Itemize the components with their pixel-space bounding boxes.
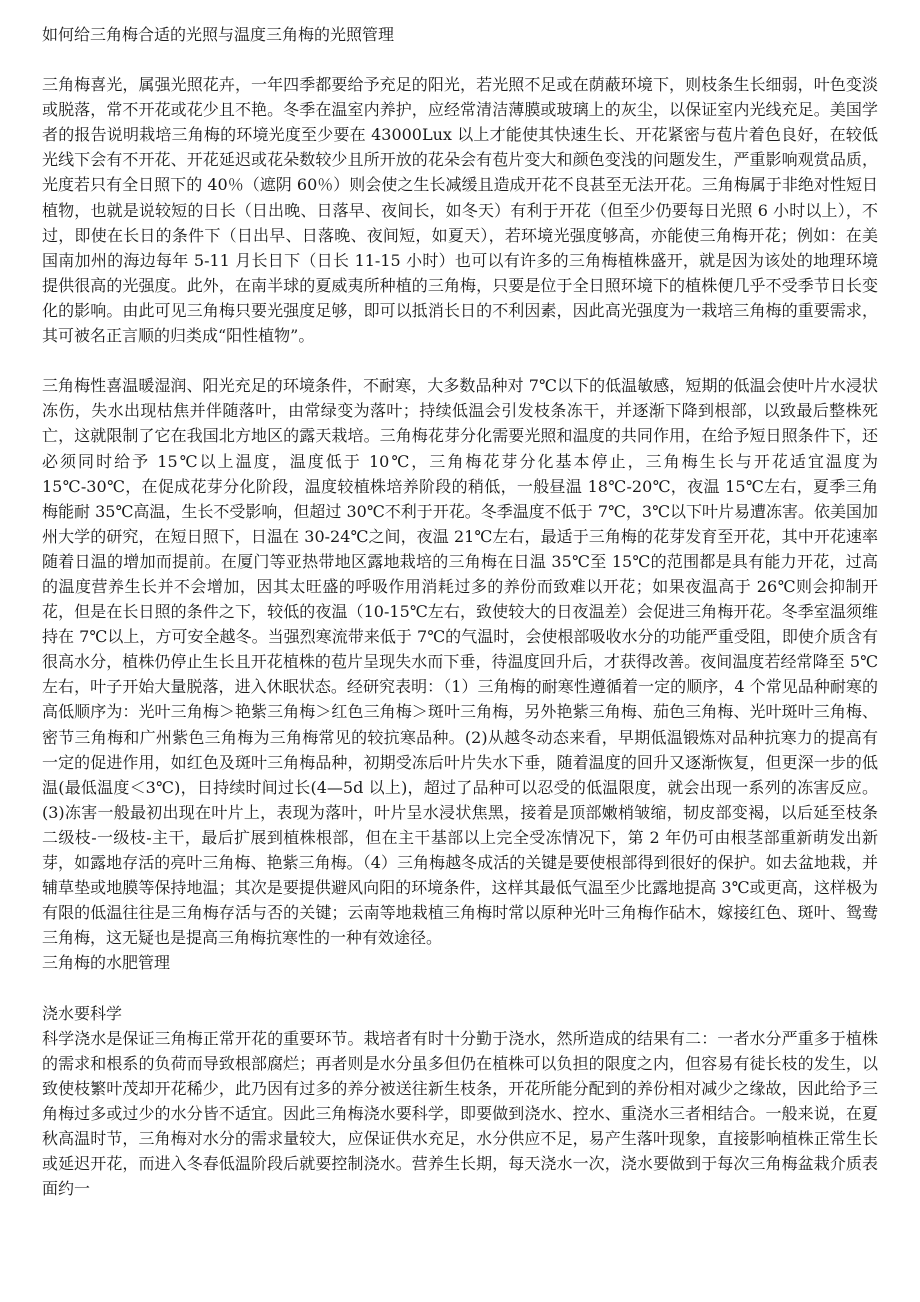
document-title: 如何给三角梅合适的光照与温度三角梅的光照管理 [42, 25, 395, 44]
section-heading-water-fertilizer: 三角梅的水肥管理 [42, 953, 171, 973]
paragraph-spacer [42, 975, 878, 1000]
paragraph-temperature: 三角梅性喜温暖湿润、阳光充足的环境条件，不耐寒，大多数品种对 7℃以下的低温敏感，短期的低温会使叶片水浸状冻伤，失水出现枯焦并伴随落叶，由常绿变为落叶；持续低温会引发枝条冻干，并逐渐下降到根部，以致最后整株死亡，这就限制了它在我国北方地区的露天栽培。三角梅花芽分化需要光照和温度的共同作用，在给予短日照条件下，还必须同时给予 15℃以上温度，温度低于 10℃，三角梅花芽分化基本停止，三角梅生长与开花适宜温度为 15℃-30℃，在促成花芽分化阶段，温度较植株培养阶段的稍低，一般昼温 18℃-20℃，夜温 15℃左右，夏季三角梅能耐 35℃高温，生长不受影响，但超过 30℃不利于开花。冬季温度不低于 7℃，3℃以下叶片易遭冻害。依美国加州大学的研究，在短日照下，日温在 30-24℃之间，夜温 21℃左右，最适于三角梅的花芽发育至开花，其中开花速率随着日温的增加而提前。在厦门等亚热带地区露地栽培的三角梅在日温 35℃至 15℃的范围都是具有能力开花，过高的温度营养生长并不会增加，因其太旺盛的呼吸作用消耗过多的养份而致难以开花；如果夜温高于 26℃则会抑制开花，但是在长日照的条件之下，较低的夜温（10-15℃左右，致使较大的日夜温差）会促进三角梅开花。冬季室温须维持在 7℃以上，方可安全越冬。当强烈寒流带来低于 7℃的气温时，会使根部吸收水分的功能严重受阻，即使介质含有很高水分，植株仍停止生长且开花植株的苞片呈现失水而下垂，待温度回升后，才获得改善。夜间温度若经常降至 5℃左右，叶子开始大量脱落，进入休眠状态。经研究表明：（1）三角梅的耐寒性遵循着一定的顺序，4 个常见品种耐寒的高低顺序为：光叶三角梅＞艳紫三角梅＞红色三角梅＞斑叶三角梅，另外艳紫三角梅、茄色三角梅、光叶斑叶三角梅、密节三角梅和广州紫色三角梅为三角梅常见的较抗寒品种。(2)从越冬动态来看，早期低温锻炼对品种抗寒力的提高有一定的促进作用，如红色及斑叶三角梅品种，初期受冻后叶片失水下垂，随着温度的回升又逐渐恢复，但更深一步的低温(最低温度＜3℃)，日持续时间过长(4—5d 以上)，超过了品种可以忍受的低温限度，就会出现一系列的冻害反应。(3)冻害一般最初出现在叶片上，表现为落叶，叶片呈水浸状焦黑，接着是顶部嫩梢皱缩，韧皮部变褐，以后延至枝条二级枝-一级枝-主干，最后扩展到植株根部，但在主干基部以上完全受冻情况下，第 2 年仍可由根茎部重新萌发出新芽，如露地存活的亮叶三角梅、艳紫三角梅。（4）三角梅越冬成活的关键是要使根部得到很好的保护。如去盆地栽，并辅草垫或地膜等保持地温；其次是要提供避风向阳的环境条件，这样其最低气温至少比露地提高 3℃或更高，这样极为有限的低温往往是三角梅存活与否的关键；云南等地栽植三角梅时常以原种光叶三角梅作砧木，嫁接红色、斑叶、鸳鸯三角梅，这无疑也是提高三角梅抗寒性的一种有效途径。 [42, 376, 878, 948]
paragraph-spacer [42, 348, 878, 373]
paragraph-watering: 科学浇水是保证三角梅正常开花的重要环节。栽培者有时十分勤于浇水，然所造成的结果有二：一者水分严重多于植株的需求和根系的负荷而导致根部腐烂；再者则是水分虽多但仍在植株可以负担的限度之内，但容易有徒长枝的发生，以致使枝繁叶茂却开花稀少，此乃因有过多的养分被送往新生枝条，开花所能分配到的养份相对减少之缘故，因此给予三角梅过多或过少的水分皆不适宜。因此三角梅浇水要科学，即要做到浇水、控水、重浇水三者相结合。一般来说，在夏秋高温时节，三角梅对水分的需求量较大，应保证供水充足，水分供应不足，易产生落叶现象，直接影响植株正常生长或延迟开花，而进入冬春低温阶段后就要控制浇水。营养生长期，每天浇水一次，浇水要做到于每次三角梅盆栽介质表面约一 [42, 1028, 878, 1199]
document-page [42, 22, 878, 1201]
paragraph-light: 三角梅喜光，属强光照花卉，一年四季都要给予充足的阳光，若光照不足或在荫蔽环境下，则枝条生长细弱，叶色变淡或脱落，常不开花或花少且不艳。冬季在温室内养护，应经常清洁薄膜或玻璃上的灰尘，以保证室内光线充足。美国学者的报告说明栽培三角梅的环境光度至少要在 43000Lux 以上才能使其快速生长、开花紧密与苞片着色良好，在较低光线下会有不开花、开花延迟或花朵数较少且所开放的花朵会有苞片变大和颜色变浅的问题发生，严重影响观赏品质，光度若只有全日照下的 40％（遮阴 60％）则会使之生长减缓且造成开花不良甚至无法开花。三角梅属于非绝对性短日植物，也就是说较短的日长（日出晚、日落早、夜间长，如冬天）有利于开花（但至少仍要每日光照 6 小时以上），不过，即使在长日的条件下（日出早、日落晚、夜间短，如夏天），若环境光强度够高，亦能使三角梅开花；例如：在美国南加州的海边每年 5-11 月长日下（日长 11-15 小时）也可以有许多的三角梅植株盛开，就是因为该处的地理环境提供很高的光强度。此外，在南半球的夏威夷所种植的三角梅，只要是位于全日照环境下的植株便几乎不受季节日长变化的影响。由此可见三角梅只要光强度足够，即可以抵消长日的不利因素，因此高光强度为一栽培三角梅的重要需求，其可被名正言顺的归类成“阳性植物”。 [42, 75, 878, 346]
section-heading-watering: 浇水要科学 [42, 1003, 123, 1023]
